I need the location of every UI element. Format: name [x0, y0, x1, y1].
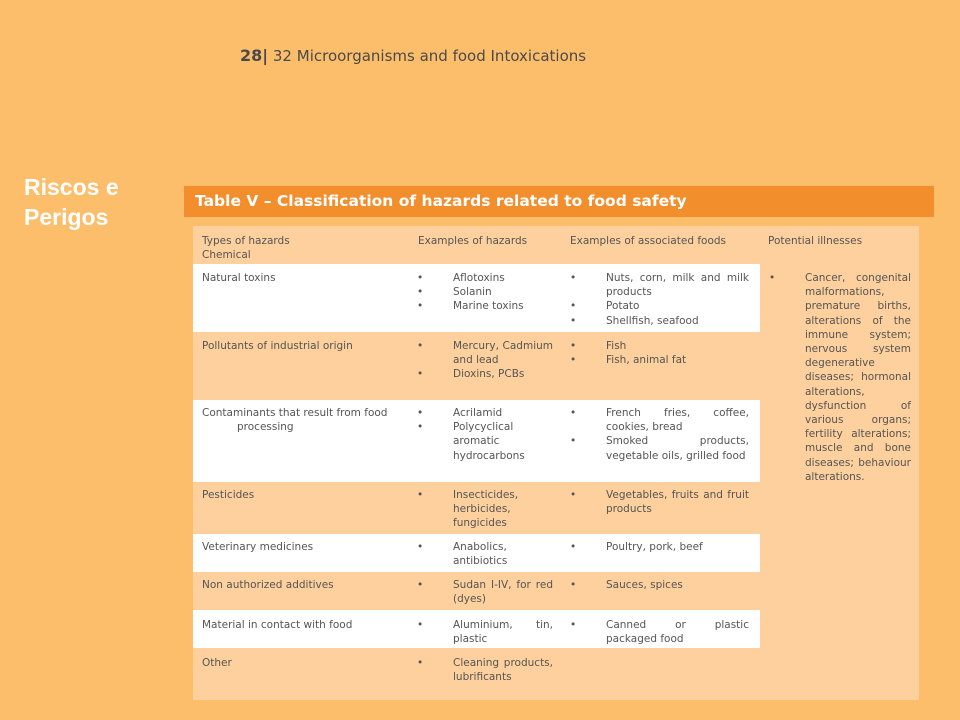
- row-type: Non authorized additives: [202, 579, 334, 591]
- row-foods: [567, 339, 749, 367]
- row-type: Other: [202, 657, 232, 669]
- row-type: Pesticides: [202, 489, 255, 501]
- list-item: • Anabolics, antibiotics: [414, 540, 553, 568]
- list-item: • Insecticides, herbicides, fungicides: [414, 488, 553, 531]
- row-type: Natural toxins: [202, 272, 276, 284]
- row-hazards: [414, 488, 553, 531]
- side-title-line-1: Riscos e: [24, 174, 119, 200]
- list-item: • Aflotoxins: [414, 271, 553, 285]
- row-hazards: [414, 656, 553, 684]
- list-item: • Potato: [567, 299, 749, 313]
- row-type: Veterinary medicines: [202, 541, 314, 553]
- header-col1-line1: Types of hazards: [202, 235, 290, 247]
- list-item: • Cancer, congenital malformations, premature births, alterations of the immune system; nervous system degenerative diseases; hormonal alterations, dysfunction of various organs; fertility alterations; muscle and bone diseases; behaviour alterations.: [766, 271, 911, 484]
- page-header: [240, 46, 586, 65]
- list-item: • Smoked products, vegetable oils, grilled food: [567, 434, 749, 462]
- side-title: [24, 172, 119, 232]
- list-item: • Aluminium, tin, plastic: [414, 618, 553, 646]
- list-item: • Canned or plastic packaged food: [567, 618, 749, 646]
- header-title: 32 Microorganisms and food Intoxications: [272, 47, 587, 65]
- header-examples-of-hazards: Examples of hazards: [418, 235, 528, 247]
- row-foods: [567, 271, 749, 328]
- header-col1-line2: Chemical: [202, 249, 251, 262]
- page-number: 28|: [240, 46, 269, 65]
- list-item: • Fish: [567, 339, 749, 353]
- list-item: • Marine toxins: [414, 299, 553, 313]
- row-type-line1: Contaminants that result from food: [202, 407, 388, 419]
- list-item: • Solanin: [414, 285, 553, 299]
- row-hazards: [414, 618, 553, 646]
- list-item: • Nuts, corn, milk and milk products: [567, 271, 749, 299]
- list-item: • Mercury, Cadmium and lead: [414, 339, 553, 367]
- row-type: Pollutants of industrial origin: [202, 340, 353, 352]
- hazards-table: [193, 226, 919, 700]
- row-hazards: [414, 406, 553, 463]
- row-type: Material in contact with food: [202, 619, 353, 631]
- row-foods: [567, 540, 749, 554]
- list-item: • French fries, coffee, cookies, bread: [567, 406, 749, 434]
- list-item: • Cleaning products, lubrificants: [414, 656, 553, 684]
- header-potential-illnesses: Potential illnesses: [768, 235, 863, 247]
- row-hazards: [414, 578, 553, 606]
- row-foods: [567, 406, 749, 463]
- list-item: • Sauces, spices: [567, 578, 749, 592]
- side-title-line-2: Perigos: [24, 204, 109, 230]
- row-hazards: [414, 339, 553, 382]
- row-type: [202, 406, 407, 434]
- row-foods: [567, 488, 749, 516]
- list-item: • Dioxins, PCBs: [414, 367, 553, 381]
- header-types-of-hazards: [202, 234, 402, 262]
- table-title-bar: Table V – Classification of hazards related to food safety: [184, 186, 934, 217]
- row-hazards: [414, 540, 553, 568]
- potential-illnesses-cell: [766, 271, 911, 484]
- header-examples-of-foods: Examples of associated foods: [570, 235, 727, 247]
- list-item: • Vegetables, fruits and fruit products: [567, 488, 749, 516]
- row-type-line2: processing: [237, 421, 294, 434]
- list-item: • Fish, animal fat: [567, 353, 749, 367]
- row-foods: [567, 578, 749, 592]
- row-foods: [567, 618, 749, 646]
- list-item: • Sudan I-IV, for red (dyes): [414, 578, 553, 606]
- list-item: • Shellfish, seafood: [567, 314, 749, 328]
- list-item: • Acrilamid: [414, 406, 553, 420]
- row-hazards: [414, 271, 553, 314]
- list-item: • Polycyclical aromatic hydrocarbons: [414, 420, 553, 463]
- list-item: • Poultry, pork, beef: [567, 540, 749, 554]
